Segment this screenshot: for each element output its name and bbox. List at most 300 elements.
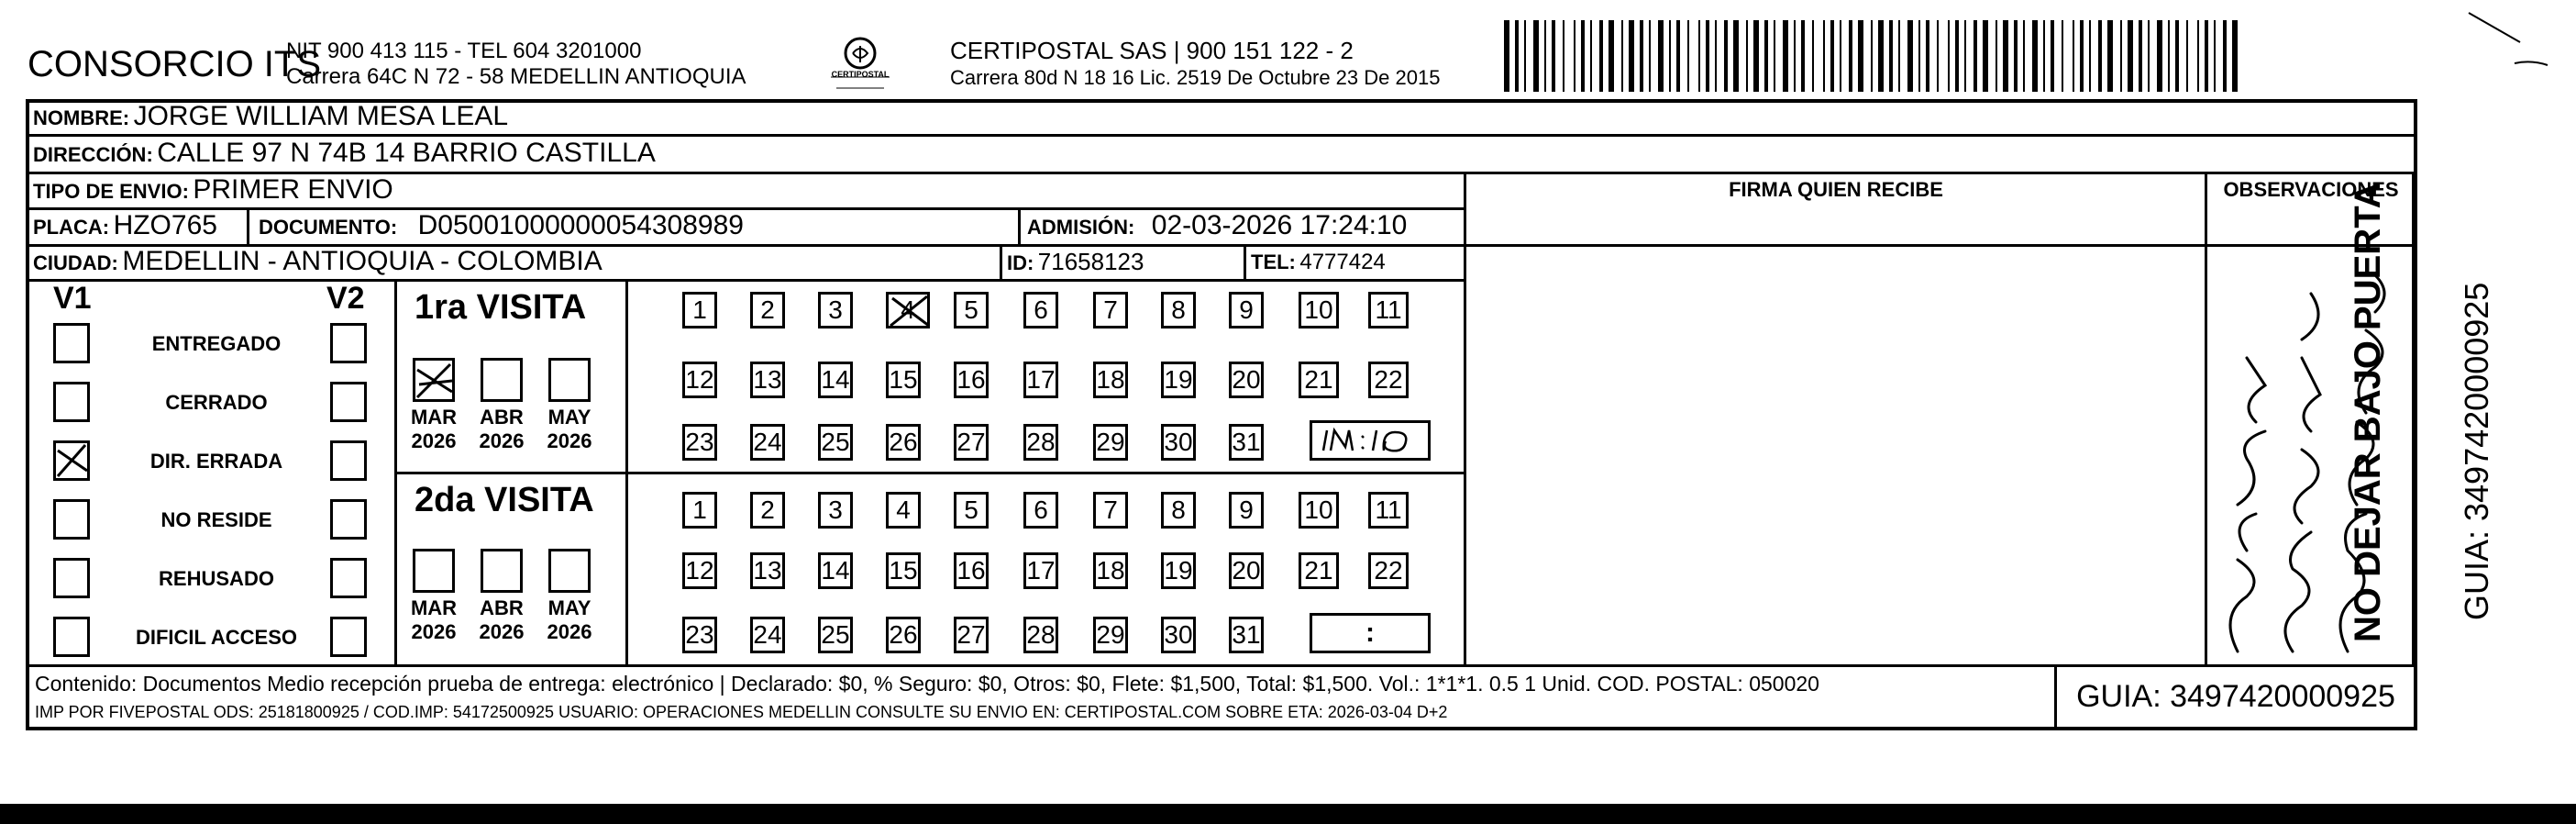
day-number: 3 (828, 295, 843, 324)
col-divider (1464, 172, 1466, 664)
year-label: 2026 (479, 620, 525, 643)
day-number: 8 (1171, 496, 1186, 524)
check-mark-icon (889, 295, 929, 328)
month-label: MAY (547, 596, 591, 619)
day-number: 3 (828, 496, 843, 524)
day-number: 10 (1304, 295, 1333, 324)
second-visit-day-box[interactable] (682, 492, 717, 529)
v2-label: V2 (326, 281, 365, 316)
month-label: ABR (480, 406, 524, 429)
first-visit-day-box[interactable] (1093, 362, 1128, 398)
day-number: 8 (1171, 295, 1186, 324)
status-label: NO RESIDE (160, 508, 272, 531)
barcode-bar (2157, 20, 2162, 92)
second-visit-day-box[interactable] (750, 552, 785, 589)
col-divider (1244, 244, 1246, 279)
barcode-bar (1590, 20, 1592, 92)
barcode-bar (1706, 20, 1709, 92)
first-visit-day-box[interactable] (886, 362, 921, 398)
first-visit-day-box[interactable] (682, 424, 717, 461)
nombre-label: NOMBRE: (33, 106, 130, 129)
barcode-bar (1533, 20, 1539, 92)
day-number: 31 (1232, 620, 1261, 649)
day-number: 5 (964, 295, 978, 324)
year-label: 2026 (479, 429, 525, 452)
second-visit-day-box[interactable] (954, 552, 989, 589)
day-number: 21 (1304, 556, 1333, 585)
v1-checkbox[interactable] (53, 323, 90, 363)
status-label: REHUSADO (159, 567, 274, 590)
second-visit-day-box[interactable] (1161, 552, 1196, 589)
barcode-bar (1563, 20, 1564, 92)
first-visit-day-box[interactable] (1299, 362, 1339, 398)
first-visit-day-box[interactable] (682, 292, 717, 328)
barcode-bar (1973, 20, 1977, 92)
second-visit-day-box[interactable] (818, 552, 853, 589)
second-visit-month-box[interactable] (481, 549, 523, 593)
margin-mark (2513, 55, 2549, 64)
barcode-bar (2214, 20, 2216, 92)
second-visit-day-box[interactable] (682, 617, 717, 653)
col-divider (1018, 207, 1021, 244)
second-visit-day-box[interactable] (886, 492, 921, 529)
certipostal-logo (824, 35, 897, 95)
second-visit-day-box[interactable] (750, 492, 785, 529)
day-number: 21 (1304, 365, 1333, 394)
tel-row (1251, 250, 1386, 275)
placa-value: HZO765 (113, 210, 217, 240)
second-visit-time-box[interactable]: : (1310, 613, 1431, 653)
day-number: 25 (821, 620, 850, 649)
second-visit-day-box[interactable] (750, 617, 785, 653)
footer-guia: GUIA: 3497420000925 (2076, 679, 2395, 714)
second-visit-day-box[interactable] (954, 617, 989, 653)
v2-checkbox[interactable] (330, 382, 367, 422)
barcode-bar (1676, 20, 1680, 92)
barcode-bar (1812, 20, 1814, 92)
barcode-bar (2139, 20, 2142, 92)
barcode-bar (1840, 20, 1841, 92)
day-number: 26 (889, 620, 918, 649)
documento-label: DOCUMENTO: (259, 216, 398, 239)
first-visit-day-box[interactable] (1093, 292, 1128, 328)
first-visit-day-box[interactable] (954, 424, 989, 461)
month-year-label (542, 596, 597, 644)
day-mark (889, 295, 929, 334)
barcode-bar (2175, 20, 2179, 92)
day-number: 20 (1232, 365, 1261, 394)
v1-checkbox[interactable] (53, 499, 90, 540)
day-number: 17 (1026, 556, 1056, 585)
day-number: 4 (896, 496, 911, 524)
certipostal-line1: CERTIPOSTAL SAS | 900 151 122 - 2 (950, 37, 1354, 64)
barcode-bar (1746, 20, 1748, 92)
v2-checkbox[interactable] (330, 440, 367, 481)
day-number: 6 (1034, 496, 1048, 524)
second-visit-month-box[interactable] (548, 549, 591, 593)
day-number: 11 (1375, 295, 1402, 324)
v1-checkbox[interactable] (53, 382, 90, 422)
tipo-envio-row (33, 174, 393, 206)
first-visit-day-box[interactable] (1161, 292, 1196, 328)
barcode-bar (1733, 20, 1739, 92)
day-number: 16 (956, 556, 986, 585)
barcode-bar (2089, 20, 2091, 92)
visit-divider (394, 472, 1465, 474)
first-visit-day-box[interactable] (1161, 424, 1196, 461)
certipostal-logo-icon (824, 35, 897, 95)
barcode-bar (2186, 20, 2188, 92)
day-number: 7 (1103, 295, 1118, 324)
barcode-bar (1581, 20, 1585, 92)
barcode (1504, 20, 2238, 92)
month-label: MAY (547, 406, 591, 429)
barcode-graphic (1504, 20, 2238, 92)
year-label: 2026 (547, 429, 592, 452)
company-name: CONSORCIO ITS (28, 44, 322, 84)
day-number: 20 (1232, 556, 1261, 585)
barcode-bar (1544, 20, 1546, 92)
day-number: 16 (956, 365, 986, 394)
first-visit-day-box[interactable] (954, 362, 989, 398)
barcode-bar (1801, 20, 1805, 92)
barcode-bar (1774, 20, 1775, 92)
guia-side: GUIA: 3497420000925 (2458, 282, 2495, 620)
day-number: 12 (685, 365, 714, 394)
first-visit-day-box[interactable] (1368, 292, 1409, 328)
second-visit-day-box[interactable] (1368, 492, 1409, 529)
day-number: 13 (753, 556, 782, 585)
status-label: ENTREGADO (151, 332, 282, 355)
day-number: 2 (760, 295, 775, 324)
month-label: MAR (410, 596, 458, 619)
first-visit-day-box[interactable] (1023, 292, 1058, 328)
admision-value: 02-03-2026 17:24:10 (1151, 210, 1408, 240)
barcode-bar (2062, 20, 2063, 92)
second-visit-month-box[interactable] (413, 549, 455, 593)
day-number: 1 (692, 295, 707, 324)
barcode-bar (1794, 20, 1796, 92)
day-number: 12 (685, 556, 714, 585)
second-visit-day-box[interactable] (1023, 492, 1058, 529)
first-visit-day-box[interactable] (1161, 362, 1196, 398)
first-visit-day-box[interactable] (818, 424, 853, 461)
form-bottom-border (26, 727, 2417, 730)
barcode-bar (2073, 20, 2074, 92)
v2-checkbox[interactable] (330, 323, 367, 363)
observaciones-header: OBSERVACIONES (2223, 178, 2399, 201)
first-visit-month-box[interactable] (413, 358, 455, 402)
second-visit-day-box[interactable] (1299, 492, 1339, 529)
page-bottom-band (0, 804, 2576, 824)
day-number: 6 (1034, 295, 1048, 324)
second-visit-day-box[interactable] (1161, 617, 1196, 653)
day-number: 7 (1103, 496, 1118, 524)
documento-row (259, 210, 744, 241)
barcode-bar (1948, 20, 1950, 92)
second-visit-day-box[interactable] (1023, 552, 1058, 589)
nombre-value: JORGE WILLIAM MESA LEAL (133, 101, 509, 131)
barcode-bar (1621, 20, 1623, 92)
barcode-bar (1599, 20, 1603, 92)
footer-contenido: Contenido: Documentos Medio recepción prueba de entrega: electrónico | Declarado: $0, % Seguro: $0, Otros: $0, Flete: $1,500, Total: $1,500. Vol.: 1*1*1. 0.5 1 Unid. COD. POSTAL: 050020 (35, 672, 1819, 696)
day-number: 25 (821, 428, 850, 456)
barcode-bar (2120, 20, 2122, 92)
v1-checkbox[interactable] (53, 440, 90, 481)
first-visit-day-box[interactable] (954, 292, 989, 328)
status-label: DIFICIL ACCESO (135, 626, 297, 649)
barcode-bar (1889, 20, 1893, 92)
barcode-bar (2205, 20, 2208, 92)
second-visit-day-box[interactable] (1161, 492, 1196, 529)
barcode-bar (1764, 20, 1768, 92)
barcode-bar (2148, 20, 2150, 92)
day-number: 14 (821, 556, 850, 585)
tipo-envio-value: PRIMER ENVIO (193, 174, 393, 205)
barcode-bar (2128, 20, 2133, 92)
day-number: 14 (821, 365, 850, 394)
row-divider (26, 664, 2417, 667)
day-number: 24 (753, 428, 782, 456)
direccion-row (33, 138, 656, 169)
barcode-bar (1858, 20, 1863, 92)
first-visit-day-box[interactable] (818, 362, 853, 398)
barcode-bar (1918, 20, 1920, 92)
day-number: 22 (1374, 365, 1403, 394)
barcode-bar (2197, 20, 2199, 92)
id-value: 71658123 (1037, 248, 1144, 275)
barcode-bar (1649, 20, 1651, 92)
second-visit-day-box[interactable] (1368, 552, 1409, 589)
month-year-label (406, 406, 461, 453)
check-mark-icon (415, 361, 452, 399)
col-divider (2412, 172, 2415, 664)
barcode-bar (2051, 20, 2054, 92)
row-divider (26, 134, 2417, 137)
second-visit-day-box[interactable] (1093, 617, 1128, 653)
check-mark-icon (56, 443, 87, 478)
margin-mark (2467, 9, 2522, 46)
direccion-label: DIRECCIÓN: (33, 143, 153, 166)
month-year-label (474, 406, 529, 453)
barcode-bar (1849, 20, 1852, 92)
day-number: 10 (1304, 496, 1333, 524)
year-label: 2026 (547, 620, 592, 643)
first-visit-day-box[interactable] (886, 292, 930, 328)
second-visit-day-box[interactable] (818, 617, 853, 653)
barcode-bar (2232, 20, 2238, 92)
second-visit-day-box[interactable] (886, 552, 921, 589)
day-number: 23 (685, 428, 714, 456)
first-visit-time-box[interactable] (1310, 420, 1431, 461)
day-number: 13 (753, 365, 782, 394)
tipo-envio-label: TIPO DE ENVIO: (33, 180, 189, 203)
month-year-label (474, 596, 529, 644)
first-visit-day-box[interactable] (1229, 424, 1264, 461)
direccion-value: CALLE 97 N 74B 14 BARRIO CASTILLA (157, 138, 656, 168)
barcode-bar (2223, 20, 2227, 92)
day-number: 17 (1026, 365, 1056, 394)
day-number: 4 (901, 295, 915, 324)
col-divider (1000, 244, 1002, 279)
barcode-bar (1996, 20, 1997, 92)
day-number: 23 (685, 620, 714, 649)
first-visit-day-box[interactable] (750, 424, 785, 461)
month-label: MAR (410, 406, 458, 429)
first-visit-day-box[interactable] (1368, 362, 1409, 398)
day-number: 11 (1375, 496, 1402, 524)
first-visit-day-box[interactable] (818, 292, 853, 328)
barcode-bar (2107, 20, 2113, 92)
second-visit-day-box[interactable] (818, 492, 853, 529)
second-visit-day-box[interactable] (954, 492, 989, 529)
documento-value: D05001000000054308989 (417, 210, 744, 240)
ciudad-row (33, 246, 603, 277)
day-number: 30 (1164, 428, 1193, 456)
v1-checkbox[interactable] (53, 558, 90, 598)
v1-checkbox[interactable] (53, 617, 90, 657)
second-visit-day-box[interactable] (1023, 617, 1058, 653)
barcode-bar (2080, 20, 2084, 92)
footer-imp: IMP POR FIVEPOSTAL ODS: 25181800925 / COD.IMP: 54172500925 USUARIO: OPERACIONES MEDELLIN CONSULTE SU ENVIO EN: CERTIPOSTAL.COM SOBRE ETA: 2026-03-04 D+2 (35, 703, 1448, 721)
day-number: 27 (956, 620, 986, 649)
second-visit-title: 2da VISITA (415, 481, 594, 519)
day-number: 30 (1164, 620, 1193, 649)
v2-checkbox[interactable] (330, 558, 367, 598)
day-number: 15 (889, 556, 918, 585)
day-number: 29 (1096, 620, 1125, 649)
barcode-bar (1753, 20, 1759, 92)
year-label: 2026 (411, 429, 457, 452)
v1-label: V1 (53, 281, 92, 316)
day-number: 1 (692, 496, 707, 524)
barcode-bar (1878, 20, 1884, 92)
day-number: 18 (1096, 365, 1125, 394)
day-number: 19 (1164, 365, 1193, 394)
barcode-bar (2023, 20, 2025, 92)
second-visit-day-box[interactable] (1093, 492, 1128, 529)
company-nit-tel: NIT 900 413 115 - TEL 604 3201000 (286, 39, 642, 63)
day-number: 24 (753, 620, 782, 649)
barcode-bar (2014, 20, 2018, 92)
barcode-bar (1640, 20, 1643, 92)
barcode-bar (1871, 20, 1873, 92)
day-number: 28 (1026, 620, 1056, 649)
ciudad-label: CIUDAD: (33, 251, 118, 274)
id-row (1007, 248, 1144, 276)
second-visit-day-box[interactable] (1229, 492, 1264, 529)
first-visit-day-box[interactable] (1023, 424, 1058, 461)
second-visit-day-box[interactable] (682, 552, 717, 589)
day-number: 18 (1096, 556, 1125, 585)
first-visit-day-box[interactable] (1023, 362, 1058, 398)
barcode-bar (1609, 20, 1614, 92)
day-number: 27 (956, 428, 986, 456)
status-label: DIR. ERRADA (149, 450, 283, 473)
second-visit-day-box[interactable] (1229, 617, 1264, 653)
day-number: 9 (1239, 295, 1254, 324)
barcode-bar (1574, 20, 1575, 92)
col-divider (2205, 172, 2207, 664)
day-number: 26 (889, 428, 918, 456)
month-label: ABR (480, 596, 524, 619)
barcode-bar (1783, 20, 1788, 92)
admision-label: ADMISIÓN: (1027, 216, 1135, 239)
barcode-bar (1552, 20, 1555, 92)
year-label: 2026 (411, 620, 457, 643)
id-label: ID: (1007, 251, 1034, 274)
first-visit-month-box[interactable] (481, 358, 523, 402)
col-divider (2054, 664, 2057, 727)
day-number: 5 (964, 496, 978, 524)
first-visit-day-box[interactable] (1299, 292, 1339, 328)
barcode-bar (1687, 20, 1689, 92)
barcode-bar (2098, 20, 2102, 92)
second-visit-day-box[interactable] (1299, 552, 1339, 589)
second-visit-day-box[interactable] (886, 617, 921, 653)
row-divider (26, 279, 1465, 282)
barcode-bar (2043, 20, 2045, 92)
barcode-bar (2003, 20, 2008, 92)
firma-header: FIRMA QUIEN RECIBE (1729, 178, 1943, 201)
first-visit-day-box[interactable] (1229, 362, 1264, 398)
nombre-row (33, 101, 508, 132)
second-visit-day-box[interactable] (1093, 552, 1128, 589)
first-visit-day-box[interactable] (886, 424, 921, 461)
day-number: 28 (1026, 428, 1056, 456)
placa-row (33, 210, 217, 241)
barcode-bar (1504, 20, 1509, 92)
day-number: 29 (1096, 428, 1125, 456)
certipostal-line2: Carrera 80d N 18 16 Lic. 2519 De Octubre 23 De 2015 (950, 66, 1441, 89)
barcode-bar (1830, 20, 1834, 92)
barcode-bar (1898, 20, 1900, 92)
barcode-bar (1955, 20, 1959, 92)
day-number: 15 (889, 365, 918, 394)
barcode-bar (1698, 20, 1700, 92)
barcode-bar (2032, 20, 2038, 92)
barcode-bar (1629, 20, 1634, 92)
first-visit-day-box[interactable] (682, 362, 717, 398)
first-visit-day-box[interactable] (1229, 292, 1264, 328)
barcode-bar (1907, 20, 1913, 92)
month-year-label (406, 596, 461, 644)
company-address: Carrera 64C N 72 - 58 MEDELLIN ANTIOQUIA (286, 64, 746, 89)
barcode-bar (1524, 20, 1526, 92)
day-number: 22 (1374, 556, 1403, 585)
ciudad-value: MEDELLIN - ANTIOQUIA - COLOMBIA (122, 246, 603, 276)
first-visit-day-box[interactable] (1093, 424, 1128, 461)
first-visit-day-box[interactable] (750, 362, 785, 398)
barcode-bar (1823, 20, 1825, 92)
placa-label: PLACA: (33, 216, 110, 239)
barcode-bar (1937, 20, 1939, 92)
barcode-bar (1669, 20, 1671, 92)
second-visit-day-box[interactable] (1229, 552, 1264, 589)
admision-row (1027, 210, 1407, 241)
first-visit-day-box[interactable] (750, 292, 785, 328)
month-year-label (542, 406, 597, 453)
barcode-bar (1983, 20, 1988, 92)
v2-checkbox[interactable] (330, 499, 367, 540)
barcode-bar (1715, 20, 1717, 92)
first-visit-month-box[interactable] (548, 358, 591, 402)
first-visit-title: 1ra VISITA (415, 288, 587, 327)
tel-value: 4777424 (1299, 250, 1386, 274)
v2-checkbox[interactable] (330, 617, 367, 657)
form-left-border (26, 99, 29, 730)
day-number: 19 (1164, 556, 1193, 585)
